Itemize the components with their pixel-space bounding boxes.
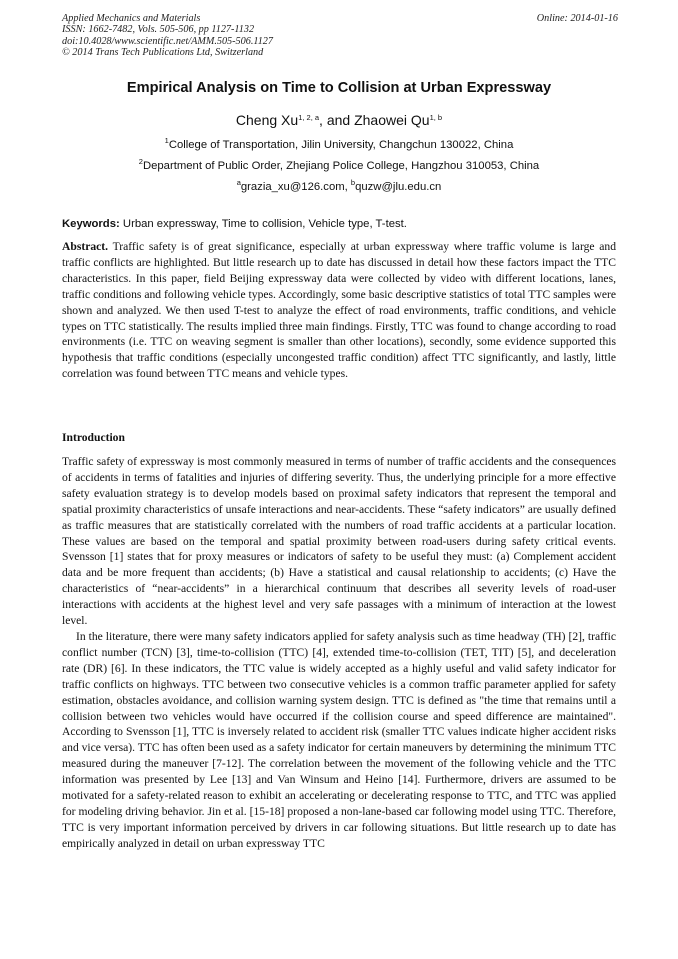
introduction-heading: Introduction [62,431,125,444]
affiliation-2-sup: 2 [138,157,143,166]
abstract-label: Abstract. [62,240,109,253]
intro-paragraph-1: Traffic safety of expressway is most commonly measured in terms of number of traffic accidents and the consequences of accidents in terms of fatalities and injuries of differing severity. Thus, the underlying principle for a more effective safety evaluation strategy is to develop models based on proximal safety indicators that represent the temporal and spatial proximity characteristics of unsafe interactions and near-accidents. These “safety indicators” are usually defined as traffic measures that are statistically correlated with the numbers of road traffic accidents at a particular location. These values are based on the temporal and spatial proximity between road-users during safety critical events. Svensson [1] states that for proxy measures or indicators of safety to be useful they must: (a) Complement accident data and be more frequent than accidents; (b) Have a statistical and causal relationship to accidents; (c) Have the characteristics of “near-accidents” in a hierarchical continuum that describes all severity levels of road-user interactions with accidents at the highest level and very safe passages with a minimum of interaction at the lowest level. [62,455,616,628]
issn: ISSN: 1662-7482, Vols. 505-506, pp 1127-1132 [62,24,255,36]
email-b-sup: b [350,178,356,187]
keywords-text: Urban expressway, Time to collision, Vehicle type, T-test. [119,218,407,230]
journal-name: Applied Mechanics and Materials [62,13,201,24]
author-2-sup: 1, b [429,113,443,122]
doi: doi:10.4028/www.scientific.net/AMM.505-506.1127 [62,35,273,47]
copyright: © 2014 Trans Tech Publications Ltd, Switzerland [62,47,264,59]
introduction-body [62,454,616,852]
affiliation-1-sup: 1 [164,136,169,145]
online-date: Online: 2014-01-16 [536,13,618,24]
email-a-sup: a [236,178,241,187]
paper-title: Empirical Analysis on Time to Collision at Urban Expressway [126,80,552,96]
affiliation-2-text: Department of Public Order, Zhejiang Police College, Hangzhou 310053, China [142,160,540,172]
intro-paragraph-2: In the literature, there were many safety indicators applied for safety analysis such as time headway (TH) [2], traffic conflict number (TCN) [3], time-to-collision (TTC) [4], extended time-to-collision (TET, TIT) [5], and deceleration rate (DR) [6]. In these indicators, the TTC value is widely accepted as a highly useful and valid safety indicator for traffic conflicts on highways. TTC between two consecutive vehicles is a common traffic parameter applied for safety estimation, obstacles avoidance, and collision warning system design. TTC is defined as "the time that remains until a collision between two vehicles would have occurred if the collision course and speed difference are maintained". According to Svensson [1], TTC is inversely related to accident risk (smaller TTC values indicate higher accident risks and vice versa). TTC has often been used as a safety indicator for certain maneuvers by determining the minimum TTC measured during the maneuver [7-12]. The correlation between the movement of the following vehicle and the TTC information was presented by Lee [13] and Van Winsum and Heino [14]. Furthermore, drivers are assumed to be motivated for a safety-related reason to exhibit an accelerating or decelerating response to TTC, and TTC was applied for modeling driving behavior. Jin et al. [15-18] proposed a non-lane-based car following model using TTC. Therefore, TTC is very important information perceived by drivers in car following situations. But little research up to date has empirically analyzed in detail on urban expressway TTC [62,629,616,850]
affiliation-1 [40,136,638,151]
email-line [40,178,638,193]
keywords [62,218,618,230]
abstract [62,239,616,382]
journal-header [62,13,618,59]
email-b[interactable]: quzw@jlu.edu.cn [355,181,442,193]
email-a[interactable]: grazia_xu@126.com, [240,181,351,193]
author-1-sup: 1, 2, a [298,113,320,122]
affiliation-2 [40,157,638,172]
author-1-name: Cheng Xu [235,112,299,128]
keywords-label: Keywords: [62,218,120,230]
author-2-name: Zhaowei Qu [354,112,430,128]
abstract-text: Traffic safety is of great significance, especially at urban expressway where traffic volume is large and traffic conflicts are highlighted. But little research up to date has discussed in detail how these factors impact the TTC characteristics. In this paper, field Beijing expressway data were collected by video with different locations, lanes, traffic conditions and following vehicle types. Accordingly, some basic descriptive statistics of total TTC samples were shown and analyzed. We then used T-test to analyze the effect of road environments, traffic conditions, and vehicle types on TTC statistically. The results implied three main findings. Firstly, TTC was found to change according to road environments (i.e. TTC on weaving segment is smaller than other locations), secondly, some evidence supported this hypothesis that traffic conditions (especially uncongested traffic condition) affect TTC significantly, and lastly, little correlation was found between TTC means and vehicle types. [62,240,616,381]
author-separator: , and [319,112,355,128]
affiliation-1-text: College of Transportation, Jilin University, Changchun 130022, China [168,139,514,151]
author-line [40,112,638,128]
